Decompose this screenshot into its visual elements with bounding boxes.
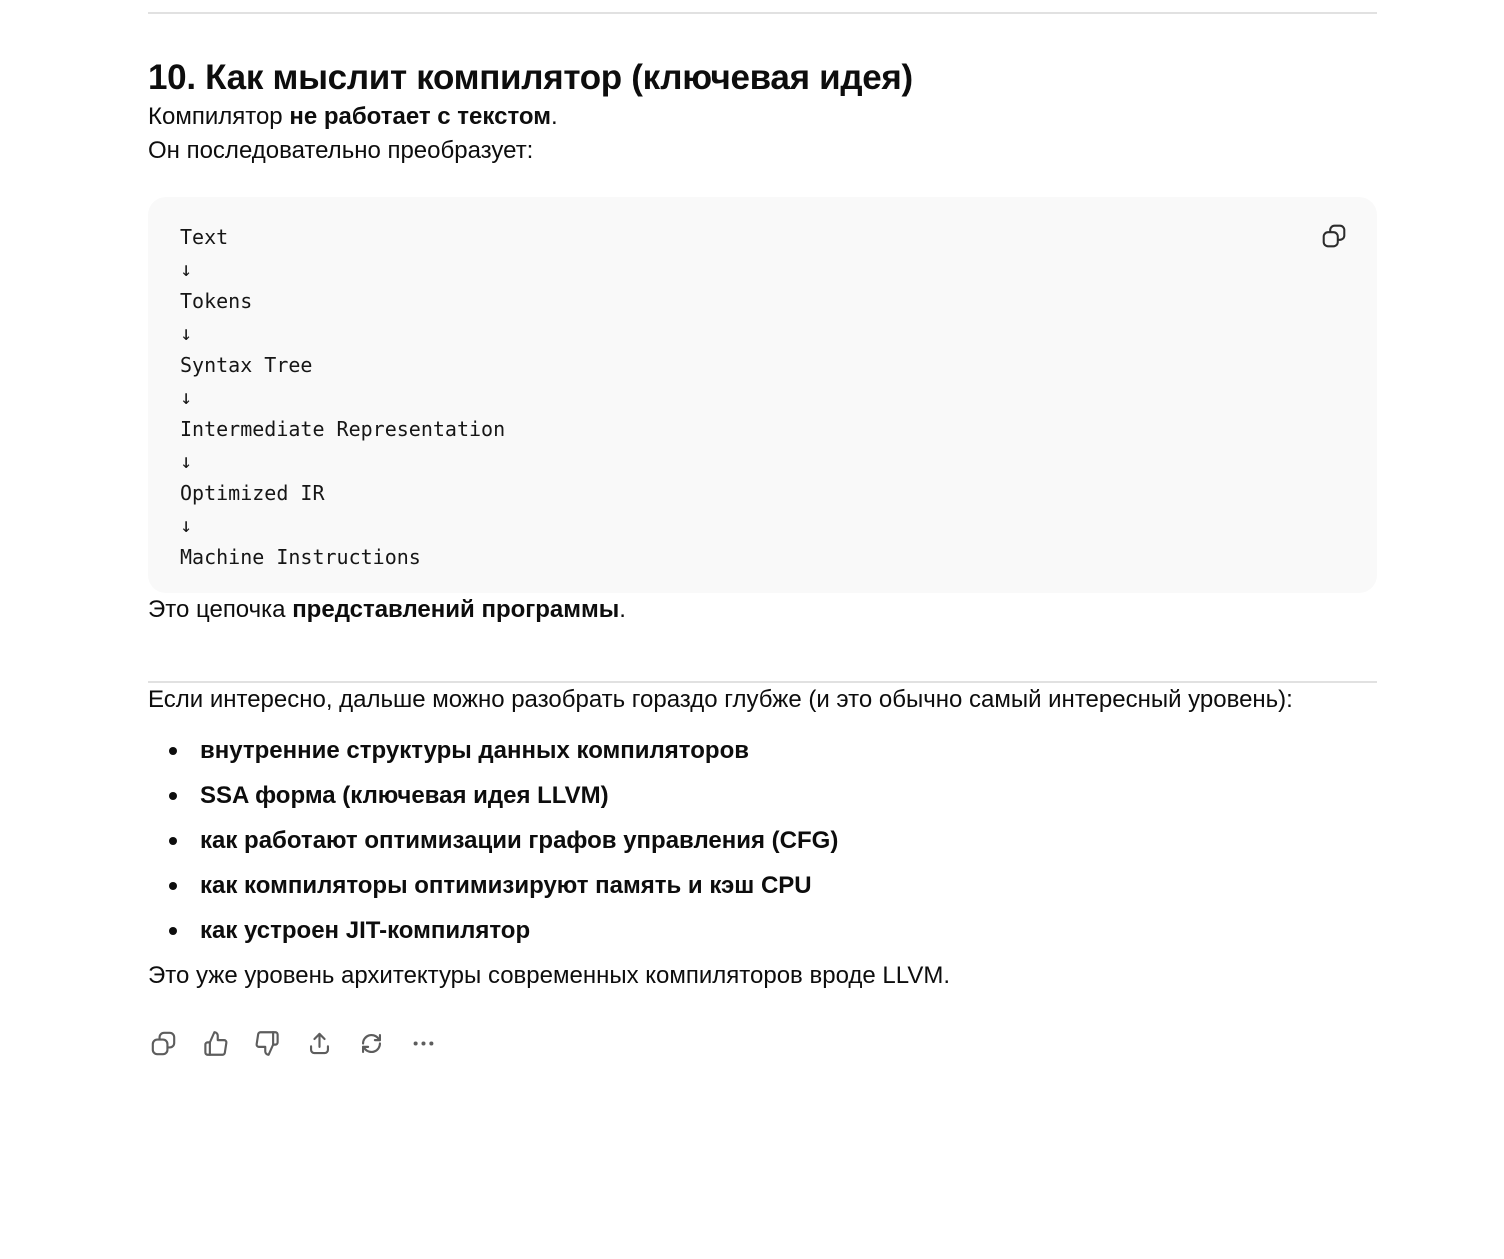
code-content	[180, 221, 1345, 573]
paragraph-chain-suffix: .	[619, 596, 626, 623]
bad-response-button[interactable]	[247, 1023, 287, 1063]
paragraph-compiler-prefix: Компилятор	[148, 103, 290, 130]
regenerate-icon	[358, 1030, 385, 1057]
code-line: Intermediate Representation	[180, 417, 506, 441]
paragraph-chain	[148, 593, 1377, 627]
list-item: как устроен JIT-компилятор	[148, 914, 1377, 948]
message-actions	[143, 1023, 1377, 1063]
list-item: внутренние структуры данных компиляторов	[148, 734, 1377, 768]
regenerate-button[interactable]	[351, 1023, 391, 1063]
code-line: Optimized IR	[180, 481, 325, 505]
code-line: ↓	[180, 385, 193, 409]
message-top-divider	[148, 12, 1377, 14]
paragraph-compiler	[148, 100, 1377, 134]
thumbs-down-icon	[254, 1030, 281, 1057]
thumbs-up-icon	[202, 1030, 229, 1057]
paragraph-chain-prefix: Это цепочка	[148, 596, 293, 623]
code-line: Syntax Tree	[180, 353, 313, 377]
more-actions-button[interactable]	[403, 1023, 443, 1063]
share-icon	[306, 1030, 333, 1057]
paragraph-chain-bold: представлений программы	[292, 596, 620, 623]
code-line: ↓	[180, 257, 193, 281]
code-line: Tokens	[180, 289, 253, 313]
code-line: ↓	[180, 513, 193, 537]
paragraph-compiler-suffix: .	[550, 103, 558, 130]
code-line: Text	[180, 225, 229, 249]
paragraph-compiler-bold: не работает с текстом	[289, 103, 551, 130]
copy-icon	[1321, 223, 1347, 249]
share-button[interactable]	[299, 1023, 339, 1063]
copy-code-button[interactable]	[1317, 219, 1351, 253]
paragraph-deeper: Если интересно, дальше можно разобрать гораздо глубже (и это обычно самый интересный уровень):	[148, 686, 1293, 713]
section-heading: 10. Как мыслит компилятор (ключевая идея)	[148, 58, 913, 97]
code-line: ↓	[180, 321, 193, 345]
list-item: как работают оптимизации графов управления (CFG)	[148, 824, 1377, 858]
paragraph-transforms: Он последовательно преобразует:	[148, 137, 534, 164]
list-item: SSA форма (ключевая идея LLVM)	[148, 779, 1377, 813]
paragraph-level: Это уже уровень архитектуры современных компиляторов вроде LLVM.	[148, 962, 950, 989]
copy-message-button[interactable]	[143, 1023, 183, 1063]
topics-list	[148, 734, 1377, 948]
assistant-message	[148, 0, 1377, 1063]
list-item: как компиляторы оптимизируют память и кэш CPU	[148, 869, 1377, 903]
code-line: Machine Instructions	[180, 545, 421, 569]
more-icon	[410, 1030, 437, 1057]
good-response-button[interactable]	[195, 1023, 235, 1063]
copy-icon	[150, 1030, 177, 1057]
code-block	[148, 197, 1377, 593]
code-line: ↓	[180, 449, 193, 473]
